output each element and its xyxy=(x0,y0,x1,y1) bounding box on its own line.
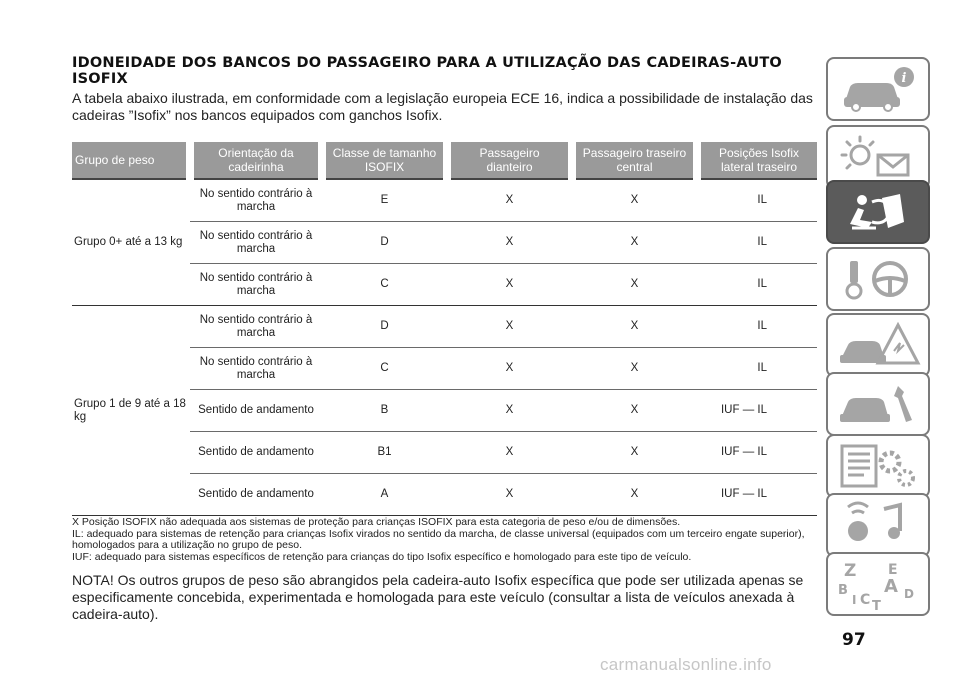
rear-center-cell: X xyxy=(572,179,697,222)
watermark: carmanualsonline.info xyxy=(600,655,772,674)
rear-lateral-cell: IUF — IL xyxy=(697,474,817,516)
note-il: IL: adequado para sistemas de retenção para crianças Isofix virados no sentido da marcha, de classe universal (equipados com um terceiro engate superior), homologados para a utilização no grupo de peso. xyxy=(72,527,805,551)
orientation-cell: No sentido contrário à marcha xyxy=(190,222,322,264)
orientation-cell: Sentido de andamento xyxy=(190,432,322,474)
index-letter: I xyxy=(852,593,857,607)
orientation-cell: No sentido contrário à marcha xyxy=(190,348,322,390)
index-letter: A xyxy=(884,576,898,597)
car-maintenance-wrench-icon xyxy=(828,374,928,434)
sidebar-item-specifications[interactable] xyxy=(826,434,930,498)
header-rear-center: Passageiro traseiro central xyxy=(572,142,697,179)
alphabetical-index-icon xyxy=(828,554,928,614)
rear-center-cell: X xyxy=(572,264,697,306)
emergency-car-triangle-icon xyxy=(828,315,928,375)
key-steering-wheel-icon xyxy=(828,249,928,309)
isofix-table xyxy=(72,142,817,516)
car-info-icon xyxy=(828,59,928,119)
note-iuf: IUF: adequado para sistemas específicos de retenção para crianças do tipo Isofix específico e homologado para este tipo de veículo. xyxy=(72,550,692,563)
size-class-cell: D xyxy=(322,222,447,264)
rear-lateral-cell: IL xyxy=(697,306,817,348)
warning-lights-message-icon xyxy=(828,127,928,187)
index-letter: D xyxy=(904,587,914,601)
specifications-gears-icon xyxy=(828,436,928,496)
size-class-cell: B xyxy=(322,390,447,432)
index-letter: B xyxy=(838,583,848,598)
table-header-row xyxy=(72,142,817,179)
rear-center-cell: X xyxy=(572,432,697,474)
front-passenger-cell: X xyxy=(447,390,572,432)
rear-lateral-cell: IL xyxy=(697,179,817,222)
rear-lateral-cell: IL xyxy=(697,222,817,264)
multimedia-music-icon xyxy=(828,495,928,555)
rear-lateral-cell: IUF — IL xyxy=(697,432,817,474)
header-rear-lateral: Posições Isofix lateral traseiro xyxy=(697,142,817,179)
front-passenger-cell: X xyxy=(447,348,572,390)
header-size-class: Classe de tamanho ISOFIX xyxy=(322,142,447,179)
table-row xyxy=(72,179,817,222)
index-letter: T xyxy=(872,599,881,614)
rear-center-cell: X xyxy=(572,390,697,432)
table-notes xyxy=(72,517,822,563)
group-label: Grupo 1 de 9 até a 18 kg xyxy=(72,306,190,516)
size-class-cell: C xyxy=(322,348,447,390)
nota-paragraph: NOTA! Os outros grupos de peso são abrangidos pela cadeira-auto Isofix específica que pode ser utilizada apenas se especificamente concebida, experimentada e homologada para este veículo (consultar a lista de veículos anexada à cadeira-auto). xyxy=(72,572,804,622)
sidebar-item-index[interactable] xyxy=(826,552,930,616)
rear-center-cell: X xyxy=(572,474,697,516)
front-passenger-cell: X xyxy=(447,474,572,516)
rear-center-cell: X xyxy=(572,222,697,264)
table-row xyxy=(72,306,817,348)
orientation-cell: No sentido contrário à marcha xyxy=(190,179,322,222)
rear-lateral-cell: IL xyxy=(697,348,817,390)
rear-lateral-cell: IUF — IL xyxy=(697,390,817,432)
size-class-cell: A xyxy=(322,474,447,516)
orientation-cell: Sentido de andamento xyxy=(190,390,322,432)
front-passenger-cell: X xyxy=(447,264,572,306)
sidebar-item-car-info[interactable] xyxy=(826,57,930,121)
svg-text:i: i xyxy=(901,71,907,86)
size-class-cell: C xyxy=(322,264,447,306)
orientation-cell: No sentido contrário à marcha xyxy=(190,306,322,348)
seat-airbag-icon xyxy=(828,182,928,242)
sidebar-item-maintenance[interactable] xyxy=(826,372,930,436)
front-passenger-cell: X xyxy=(447,432,572,474)
front-passenger-cell: X xyxy=(447,306,572,348)
orientation-cell: No sentido contrário à marcha xyxy=(190,264,322,306)
index-letter: C xyxy=(860,592,871,608)
sidebar-item-safety[interactable] xyxy=(826,180,930,244)
rear-center-cell: X xyxy=(572,306,697,348)
rear-center-cell: X xyxy=(572,348,697,390)
intro-paragraph: A tabela abaixo ilustrada, em conformidade com a legislação europeia ECE 16, indica a possibilidade de instalação das cadeiras ”Isofix” nos bancos equipados com ganchos Isofix. xyxy=(72,90,813,123)
index-letter: E xyxy=(888,562,898,578)
sidebar-item-multimedia[interactable] xyxy=(826,493,930,557)
header-orientation: Orientação da cadeirinha xyxy=(190,142,322,179)
front-passenger-cell: X xyxy=(447,179,572,222)
index-letter: Z xyxy=(844,561,857,581)
header-weight-group: Grupo de peso xyxy=(72,142,190,179)
size-class-cell: D xyxy=(322,306,447,348)
page-number: 97 xyxy=(842,630,866,650)
page-title: IDONEIDADE DOS BANCOS DO PASSAGEIRO PARA A UTILIZAÇÃO DAS CADEIRAS-AUTO ISOFIX xyxy=(72,55,782,87)
sidebar-item-emergency[interactable] xyxy=(826,313,930,377)
front-passenger-cell: X xyxy=(447,222,572,264)
group-label: Grupo 0+ até a 13 kg xyxy=(72,179,190,306)
note-x: X Posição ISOFIX não adequada aos sistemas de proteção para crianças ISOFIX para esta categoria de peso e/ou de dimensões. xyxy=(72,516,681,528)
size-class-cell: B1 xyxy=(322,432,447,474)
sidebar-item-starting-driving[interactable] xyxy=(826,247,930,311)
size-class-cell: E xyxy=(322,179,447,222)
rear-lateral-cell: IL xyxy=(697,264,817,306)
orientation-cell: Sentido de andamento xyxy=(190,474,322,516)
header-front-passenger: Passageiro dianteiro xyxy=(447,142,572,179)
